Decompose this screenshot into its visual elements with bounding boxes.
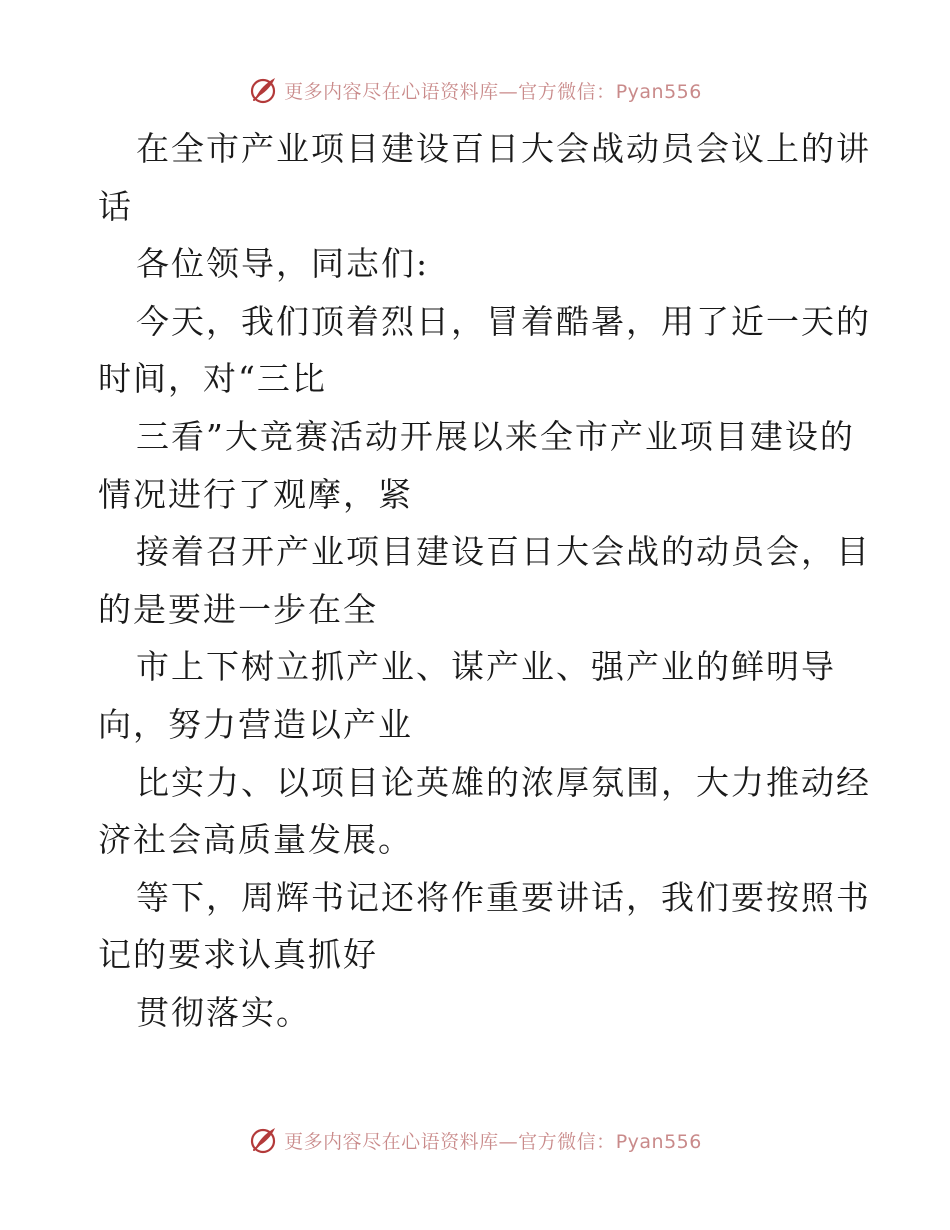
text-line: 的是要进一步在全 bbox=[98, 589, 378, 629]
text-line: 情况进行了观摩，紧 bbox=[98, 474, 413, 514]
text-line: 三看”大竞赛活动开展以来全市产业项目建设的 bbox=[136, 416, 855, 456]
text-line: 今天，我们顶着烈日，冒着酷暑，用了近一天的 bbox=[136, 301, 871, 341]
text-line-title-1: 在全市产业项目建设百日大会战动员会议上的讲 bbox=[136, 129, 871, 168]
watermark-text bbox=[284, 77, 702, 104]
text-line-title-2: 话 bbox=[98, 186, 133, 226]
watermark-wechat-id: Pyan556 bbox=[615, 1130, 702, 1153]
text-line: 济社会高质量发展。 bbox=[98, 820, 413, 860]
text-line-salutation: 各位领导，同志们: bbox=[136, 244, 430, 284]
header-watermark bbox=[0, 70, 950, 110]
footer-watermark bbox=[0, 1120, 950, 1160]
document-body bbox=[98, 120, 871, 1042]
watermark-label: 官方微信： bbox=[518, 1130, 616, 1153]
watermark-label: 官方微信： bbox=[518, 80, 616, 103]
watermark-separator: — bbox=[498, 1130, 519, 1153]
text-line: 比实力、以项目论英雄的浓厚氛围，大力推动经 bbox=[136, 762, 871, 802]
text-line: 接着召开产业项目建设百日大会战的动员会，目 bbox=[136, 532, 871, 572]
watermark-brand: 更多内容尽在心语资料库 bbox=[284, 1130, 499, 1153]
text-line: 向，努力营造以产业 bbox=[98, 704, 413, 744]
watermark-separator: — bbox=[498, 80, 519, 103]
text-line: 市上下树立抓产业、谋产业、强产业的鲜明导 bbox=[136, 647, 836, 687]
text-line: 等下，周辉书记还将作重要讲话，我们要按照书 bbox=[136, 877, 871, 917]
watermark-brand: 更多内容尽在心语资料库 bbox=[284, 80, 499, 103]
text-line: 贯彻落实。 bbox=[136, 992, 311, 1032]
quill-pen-logo-icon bbox=[248, 1125, 278, 1155]
watermark-wechat-id: Pyan556 bbox=[615, 80, 702, 103]
watermark-text bbox=[284, 1127, 702, 1154]
quill-pen-logo-icon bbox=[248, 75, 278, 105]
text-line: 时间，对“三比 bbox=[98, 359, 327, 399]
text-line: 记的要求认真抓好 bbox=[98, 935, 378, 975]
